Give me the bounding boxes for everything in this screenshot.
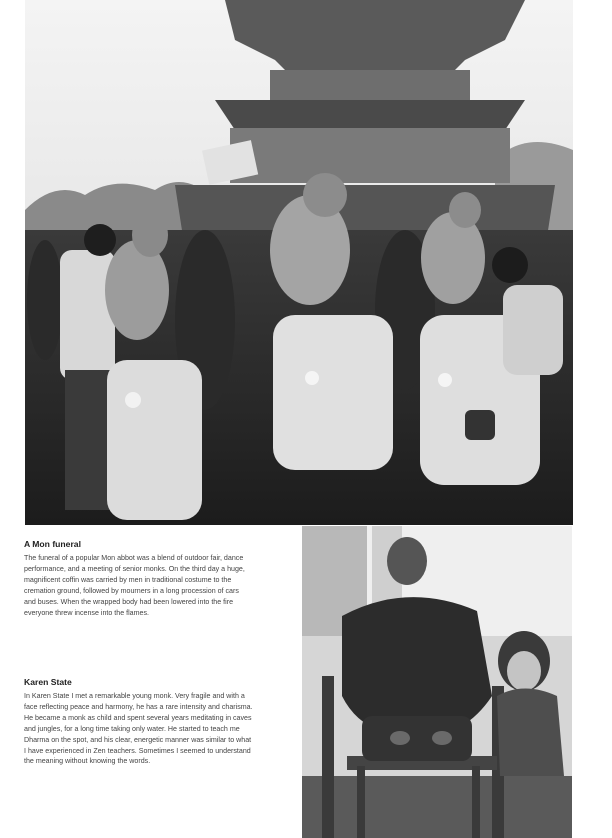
funeral-caption-text [24, 553, 286, 618]
text-line: The funeral of a popular Mon abbot was a blend of outdoor fair, dance [24, 554, 244, 562]
karen-caption-text [24, 691, 286, 767]
monk-portrait-photo [302, 526, 572, 838]
funeral-caption [24, 539, 286, 618]
funeral-procession-photo [25, 0, 573, 525]
text-line: and buses. When the wrapped body had been lowered into the fire [24, 597, 234, 606]
text-line: cremation ground, followed by mourners in a long procession of cars [24, 586, 239, 595]
text-line: everyone threw incense into the flames. [24, 608, 149, 617]
funeral-caption-title: A Mon funeral [24, 539, 81, 549]
text-line: I have experienced in Zen teachers. Sometimes I seemed to understand [24, 746, 251, 755]
text-line: face reflecting peace and harmony, he has a rare intensity and charisma. [24, 702, 253, 711]
text-line: and jungles, for a long time taking only water. He started to teach me [24, 724, 240, 733]
karen-caption [24, 677, 286, 767]
text-line: performance, and a meeting of senior monks. On the third day a huge, [24, 564, 245, 573]
text-line: He became a monk as child and spent several years meditating in caves [24, 713, 252, 722]
karen-caption-title: Karen State [24, 677, 72, 687]
text-line: the meaning without knowing the words. [24, 757, 151, 766]
text-line: Dharma on the spot, and his clear, energetic manner was similar to what [24, 735, 252, 744]
text-line: magnificent coffin was carried by men in traditional costume to the [24, 575, 232, 584]
text-line: In Karen State I met a remarkable young monk. Very fragile and with a [24, 692, 245, 700]
